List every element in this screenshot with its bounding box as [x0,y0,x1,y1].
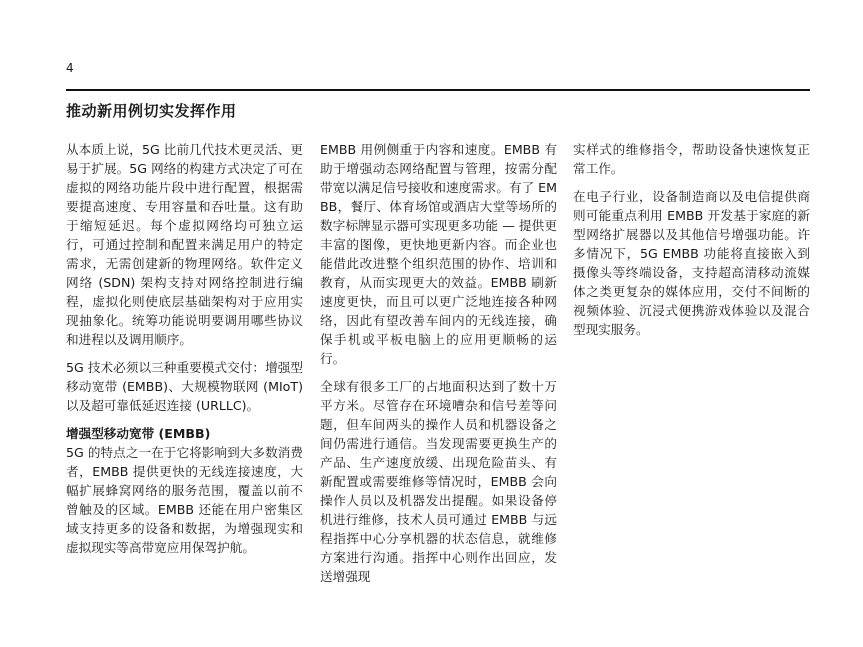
header-rule [66,89,810,91]
paragraph: EMBB 用例侧重于内容和速度。EMBB 有助于增强动态网络配置与管理，按需分配带宽以满足信号接收和速度需求。有了 EMBB，餐厅、体育场馆或酒店大堂等场所的数字标牌显示器可实现更多功能 — 提供更丰富的图像，更快地更新内容。而企业也能借此改进整个组织范围的协作、培训和教育，从而实现更大的效益。EMBB 刷新速度更快，而且可以更广泛地连接各种网络，因此有望改善车间内的无线连接，确保手机或平板电脑上的应用更顺畅的运行。 [320,142,557,366]
paragraph: 全球有很多工厂的占地面积达到了数十万平方米。尽管存在环境嘈杂和信号差等问题，但车间两头的操作人员和机器设备之间仍需进行通信。当发现需要更换生产的产品、生产速度放缓、出现危险苗头、有新配置或需要维修等情况时，EMBB 会向操作人员以及机器发出提醒。如果设备停机进行维修，技术人员可通过 EMBB 与远程指挥中心分享机器的状态信息，就维修方案进行沟通。指挥中心则作出回应，发送增强现 [320,379,557,584]
section-title: 推动新用例切实发挥作用 [66,102,237,120]
paragraph: 5G 技术必须以三种重要模式交付：增强型移动宽带 (EMBB)、大规模物联网 (MIoT) 以及超可靠低延迟连接 (URLLC)。 [66,360,303,413]
text-column-2 [320,140,557,595]
paragraph: 从本质上说，5G 比前几代技术更灵活、更易于扩展。5G 网络的构建方式决定了可在虚拟的网络功能片段中进行配置，根据需要提高速度、专用容量和吞吐量。这有助于缩短延迟。每个虚拟网络均可独立运行，可通过控制和配置来满足用户的特定需求，无需创建新的物理网络。软件定义网络 (SDN) 架构支持对网络控制进行编程，虚拟化则使底层基础架构对于应用实现抽象化。统筹功能说明要调用哪些协议和进程以及调用顺序。 [66,142,303,347]
paragraph: 实样式的维修指令，帮助设备快速恢复正常工作。 [573,142,810,176]
text-column-1 [66,140,303,566]
text-column-3 [573,140,810,348]
paragraph: 在电子行业，设备制造商以及电信提供商则可能重点利用 EMBB 开发基于家庭的新型网络扩展器以及其他信号增强功能。许多情况下，5G EMBB 功能将直接嵌入到摄像头等终端设备，支持超高清移动流媒体之类更复杂的媒体应用，交付不间断的视频体验、沉浸式便携游戏体验以及混合型现实服务。 [573,189,810,337]
subheading-embb: 增强型移动宽带 (EMBB) [66,426,211,441]
page-number: 4 [66,61,74,75]
paragraph: 5G 的特点之一在于它将影响到大多数消费者，EMBB 提供更快的无线连接速度，大幅扩展蜂窝网络的服务范围，覆盖以前不曾触及的区域。EMBB 还能在用户密集区域支持更多的设备和数据，为增强现实和虚拟现实等高带宽应用保驾护航。 [66,445,303,555]
